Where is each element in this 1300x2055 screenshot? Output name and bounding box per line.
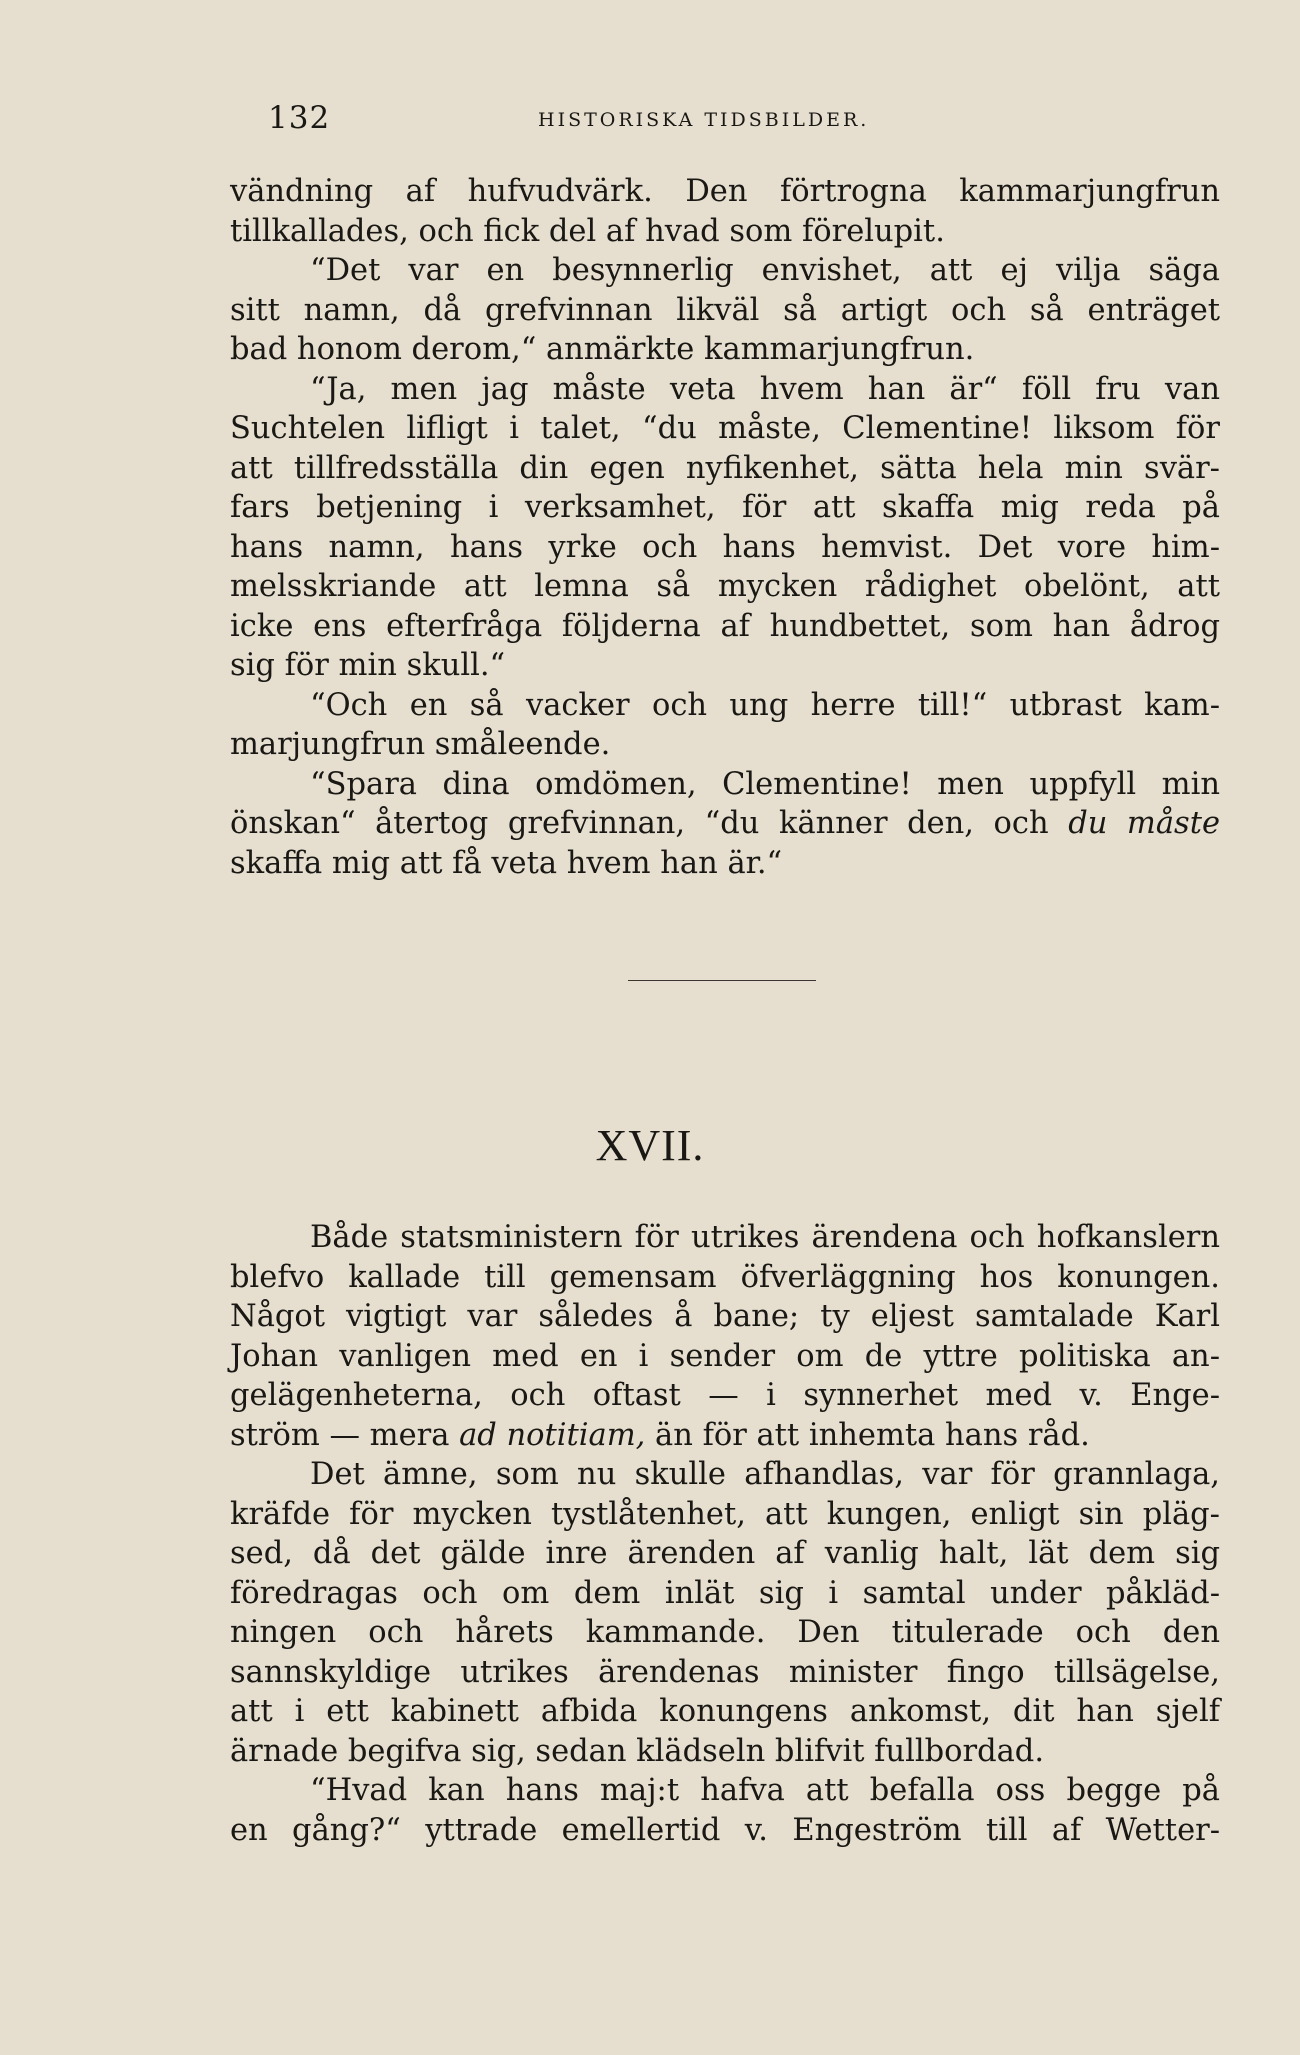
chapter-heading: XVII. [595, 1121, 705, 1170]
text-line [230, 844, 1220, 884]
text-line [230, 488, 1220, 528]
line-text: marjungfrun småleende. [230, 727, 611, 762]
line-text: sed, då det gälde inre ärenden af vanlig halt, lät dem sig [230, 1536, 1220, 1571]
line-text: sannskyldige utrikes ärendenas minister fingo tillsägelse, [230, 1654, 1220, 1690]
line-text: Något vigtigt var således å bane; ty eljest samtalade Karl [230, 1299, 1220, 1334]
text-line [230, 528, 1220, 568]
text-line [230, 1692, 1220, 1732]
line-text: gelägenheterna, och oftast — i synnerhet med v. Enge- [230, 1378, 1220, 1413]
line-text: ningen och hårets kammande. Den titulerade och den [230, 1615, 1220, 1650]
text-block-chapter-body [230, 1218, 1220, 1850]
line-text: Suchtelen lifligt i talet, “du måste, Clementine! liksom för [230, 411, 1220, 446]
line-text: melsskriande att lemna så mycken rådighet obelönt, att [230, 569, 1220, 604]
text-line [230, 251, 1220, 291]
text-line [230, 330, 1220, 370]
section-divider-rule [628, 980, 816, 981]
line-text: bad honom derom,“ anmärkte kammarjungfrun. [230, 332, 975, 367]
line-text: föredragas och om dem inlät sig i samtal under påkläd- [230, 1575, 1220, 1611]
text-line [230, 1297, 1220, 1337]
text-line [230, 1495, 1220, 1535]
text-line [230, 1218, 1220, 1258]
italic-phrase: du måste [1068, 806, 1220, 841]
line-text: ärnade begifva sig, sedan klädseln blifvit fullbordad. [230, 1733, 1045, 1769]
text-line [230, 567, 1220, 607]
text-line [230, 607, 1220, 647]
running-head [268, 100, 1228, 140]
line-text: skaffa mig att få veta hvem han är.“ [230, 845, 783, 881]
text-line [230, 1534, 1220, 1574]
line-text: att tillfredsställa din egen nyfikenhet, sätta hela min svär- [230, 450, 1220, 486]
text-line [230, 449, 1220, 489]
line-text: “Spara dina omdömen, Clementine! men uppfyll min [310, 766, 1220, 802]
line-text: Både statsministern för utrikes ärendena och hofkanslern [310, 1220, 1220, 1255]
line-text: tillkallades, och fick del af hvad som förelupit. [230, 213, 945, 249]
text-line [230, 725, 1220, 765]
line-text: fars betjening i verksamhet, för att skaffa mig reda på [230, 490, 1220, 525]
line-text: önskan“ återtog grefvinnan, “du känner den, och [230, 806, 1049, 841]
line-text: “Och en så vacker och ung herre till!“ utbrast kam- [310, 687, 1220, 723]
line-text: kräfde för mycken tystlåtenhet, att kungen, enligt sin pläg- [230, 1496, 1220, 1532]
line-text: “Ja, men jag måste veta hvem han är“ föll fru van [310, 371, 1220, 407]
line-text-after: än för att inhemta hans råd. [655, 1417, 1090, 1453]
line-text: ström — mera [230, 1417, 450, 1453]
line-text: vändning af hufvudvärk. Den förtrogna kammarjungfrun [230, 174, 1220, 209]
text-line [230, 804, 1220, 844]
text-line [230, 370, 1220, 410]
text-line [230, 1455, 1220, 1495]
text-line [230, 686, 1220, 726]
text-line [230, 172, 1220, 212]
line-text: sitt namn, då grefvinnan likväl så artigt och så enträget [230, 292, 1220, 328]
text-block-before-chapter [230, 172, 1220, 883]
text-line [230, 1732, 1220, 1772]
line-text: Det ämne, som nu skulle afhandlas, var för grannlaga, [310, 1457, 1220, 1492]
text-line [230, 1613, 1220, 1653]
page-number: 132 [268, 100, 331, 136]
line-text: Johan vanligen med en i sender om de yttre politiska an- [230, 1338, 1220, 1374]
text-line [230, 1811, 1220, 1851]
line-text: icke ens efterfråga följderna af hundbettet, som han ådrog [230, 608, 1220, 644]
text-line [230, 1574, 1220, 1614]
text-line [230, 1416, 1220, 1456]
running-title: HISTORISKA TIDSBILDER. [538, 109, 870, 131]
text-line [230, 212, 1220, 252]
text-line [230, 1258, 1220, 1298]
line-text: sig för min skull.“ [230, 648, 506, 683]
text-line [230, 1653, 1220, 1693]
text-line [230, 409, 1220, 449]
line-text: att i ett kabinett afbida konungens ankomst, dit han sjelf [230, 1694, 1220, 1729]
line-text: en gång?“ yttrade emellertid v. Engeström till af Wetter- [230, 1812, 1220, 1848]
line-text: blefvo kallade till gemensam öfverläggning hos konungen. [230, 1259, 1220, 1295]
text-line [230, 646, 1220, 686]
text-line [230, 1376, 1220, 1416]
text-line [230, 1337, 1220, 1377]
text-line [230, 1771, 1220, 1811]
line-text: “Det var en besynnerlig envishet, att ej vilja säga [310, 253, 1220, 288]
line-text: hans namn, hans yrke och hans hemvist. Det vore him- [230, 529, 1220, 565]
line-text: “Hvad kan hans maj:t hafva att befalla oss begge på [310, 1773, 1220, 1808]
text-line [230, 291, 1220, 331]
text-line [230, 765, 1220, 805]
italic-phrase: ad notitiam, [459, 1417, 646, 1453]
